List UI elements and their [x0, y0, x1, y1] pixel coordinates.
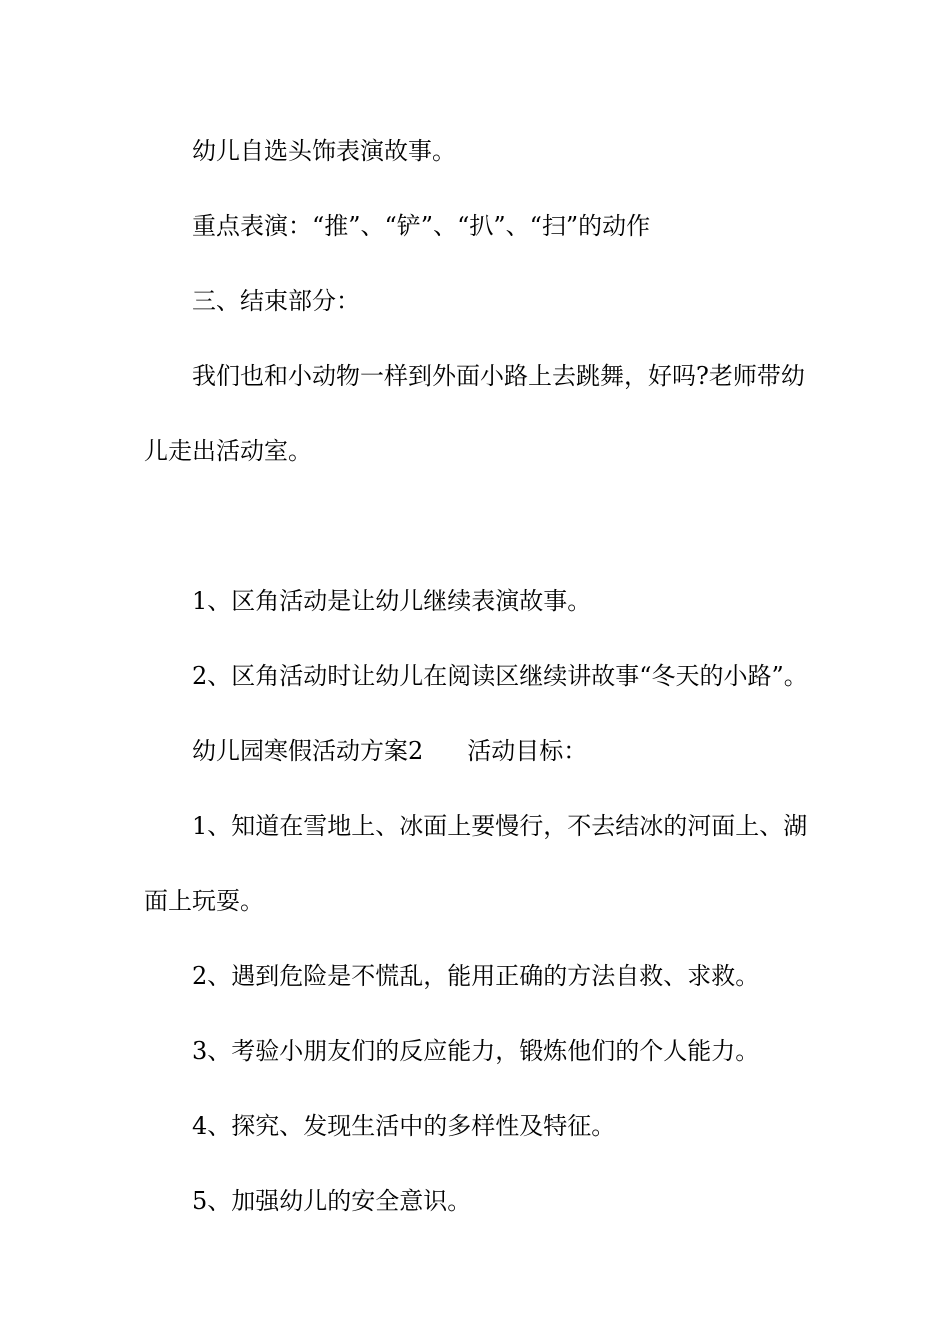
section-heading: 活动目标：	[467, 737, 588, 765]
document-title-line	[192, 736, 587, 766]
section-heading: 三、结束部分：	[192, 287, 360, 315]
paragraph-line: 我们也和小动物一样到外面小路上去跳舞，好吗?老师带幼	[192, 362, 805, 390]
list-item: 3、考验小朋友们的反应能力，锻炼他们的个人能力。	[192, 1037, 760, 1065]
list-item: 2、遇到危险是不慌乱，能用正确的方法自救、求救。	[192, 962, 760, 990]
list-item: 4、探究、发现生活中的多样性及特征。	[192, 1112, 616, 1140]
paragraph-line: 面上玩耍。	[144, 887, 264, 915]
paragraph-line: 幼儿自选头饰表演故事。	[192, 137, 456, 165]
list-item: 2、区角活动时让幼儿在阅读区继续讲故事“冬天的小路”。	[192, 662, 808, 690]
list-item: 5、加强幼儿的安全意识。	[192, 1187, 472, 1215]
list-item: 1、区角活动是让幼儿继续表演故事。	[192, 587, 592, 615]
paragraph-line: 重点表演：“推”、“铲”、“扒”、“扫”的动作	[192, 212, 651, 240]
list-item: 1、知道在雪地上、冰面上要慢行，不去结冰的河面上、湖	[192, 812, 808, 840]
document-title: 幼儿园寒假活动方案2	[192, 737, 424, 765]
paragraph-line: 儿走出活动室。	[144, 437, 312, 465]
